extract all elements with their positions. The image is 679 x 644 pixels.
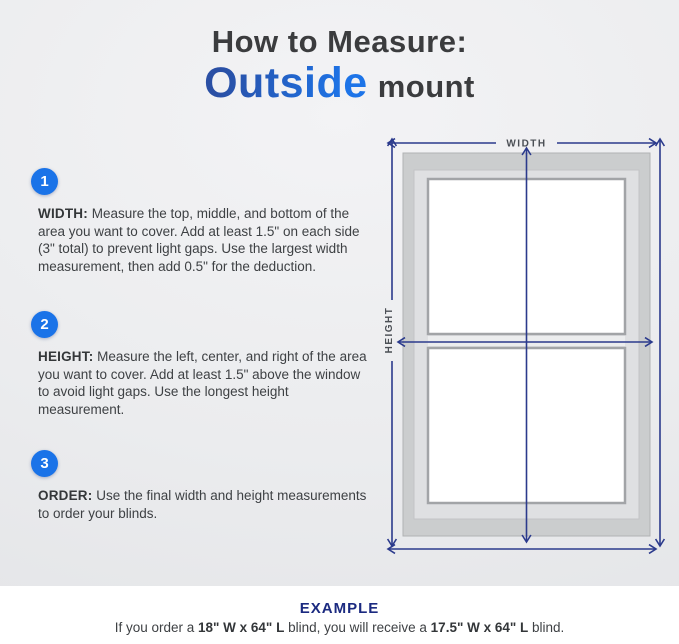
step-3-text: [38, 487, 371, 522]
example-receive-size: 17.5" W x 64" L: [430, 620, 529, 635]
step-3-body: Use the final width and height measurements to order your blinds.: [38, 488, 367, 521]
step-1-text: [38, 205, 371, 275]
example-order-size: 18" W x 64" L: [198, 620, 285, 635]
example-footer: [0, 586, 679, 644]
title-line1: How to Measure:: [211, 24, 468, 59]
example-text: [0, 620, 679, 635]
width-label: WIDTH: [506, 138, 547, 150]
title-suffix: mount: [377, 69, 475, 104]
step-2-text: [38, 348, 371, 418]
example-heading: EXAMPLE: [299, 600, 380, 617]
example-suffix: blind.: [528, 620, 565, 635]
step-1-label: WIDTH:: [38, 206, 88, 221]
step-height: [31, 311, 371, 418]
step-2-badge: 2: [31, 311, 58, 338]
step-1-body: Measure the top, middle, and bottom of the area you want to cover. Add at least 1.5" on each side (3" total) to prevent light gaps. Use the largest width measurement, then add 0.5" for the deduction.: [38, 206, 360, 274]
step-1-badge: 1: [31, 168, 58, 195]
window-measure-diagram: [375, 120, 675, 565]
example-middle: blind, you will receive a: [284, 620, 431, 635]
example-prefix: If you order a: [114, 620, 198, 635]
step-3-badge: 3: [31, 450, 58, 477]
height-label: HEIGHT: [384, 306, 395, 354]
step-2-body: Measure the left, center, and right of the area you want to cover. Add at least 1.5" above the window to avoid light gaps. Use the longest height measurement.: [38, 349, 367, 417]
step-width: [31, 168, 371, 275]
page-title: [0, 24, 679, 115]
title-highlight: Outside: [204, 59, 368, 107]
step-order: [31, 450, 371, 522]
right-height-arrow: [656, 139, 665, 546]
title-line2: [0, 61, 679, 115]
step-2-label: HEIGHT:: [38, 349, 94, 364]
step-3-label: ORDER:: [38, 488, 93, 503]
bottom-width-arrow: [388, 545, 656, 554]
